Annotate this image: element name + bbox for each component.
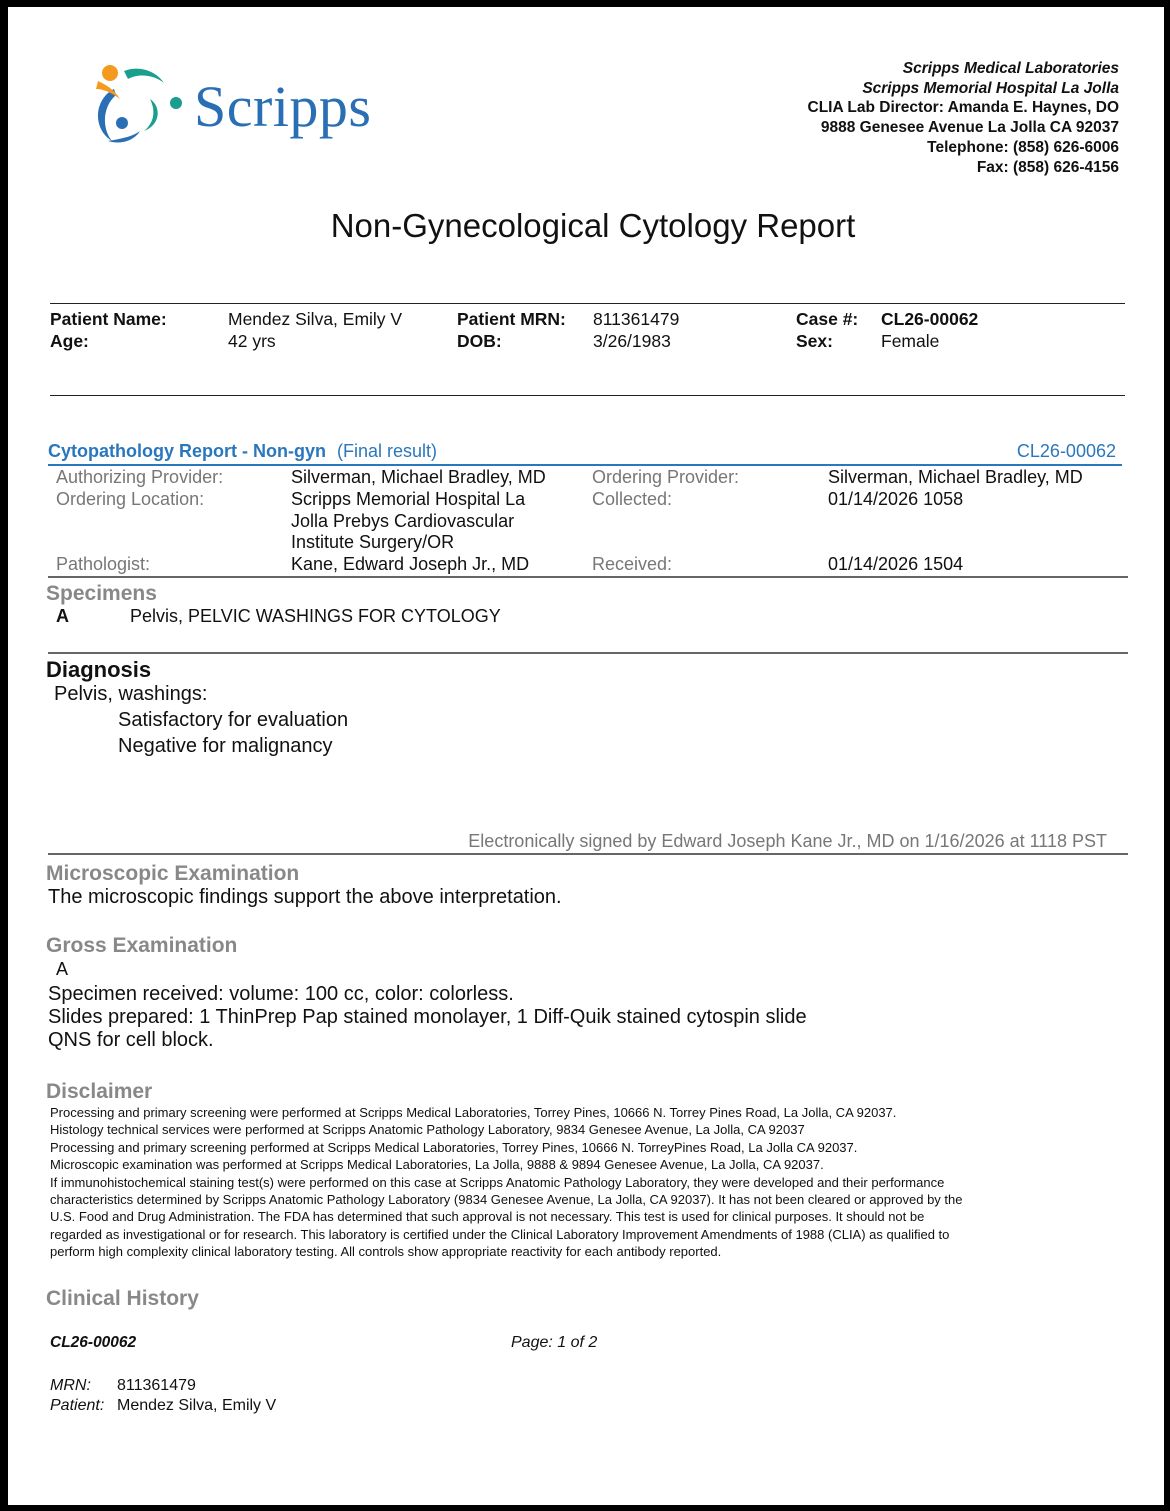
gross-specimen-letter: A: [56, 959, 69, 979]
authorizing-provider-value: Silverman, Michael Bradley, MD: [291, 467, 546, 487]
hospital-name: Scripps Memorial Hospital La Jolla: [862, 79, 1119, 97]
footer-mrn: [50, 1377, 91, 1395]
gross-heading: Gross Examination: [46, 934, 238, 957]
received-value: 01/14/2026 1504: [828, 554, 964, 574]
clinical-history-heading: Clinical History: [46, 1287, 199, 1310]
disclaimer-heading: Disclaimer: [46, 1080, 153, 1103]
report-status: (Final result): [337, 441, 438, 461]
sex-value: Female: [881, 331, 940, 351]
collected-label: Collected:: [592, 489, 673, 509]
microscopic-heading: Microscopic Examination: [46, 862, 300, 885]
received-label: Received:: [592, 554, 673, 574]
footer-patient-label: Patient:: [50, 1397, 105, 1414]
patient-name-label: Patient Name:: [50, 309, 167, 329]
report-type: Cytopathology Report - Non-gyn: [48, 441, 326, 461]
sex-label: Sex:: [796, 331, 833, 351]
scripps-logo-icon: [84, 59, 184, 154]
report-title: Non-Gynecological Cytology Report: [330, 207, 856, 244]
report-case-id: CL26-00062: [1016, 441, 1116, 461]
footer-page-number: Page: 1 of 2: [511, 1334, 598, 1351]
diagnosis-line: Negative for malignancy: [118, 735, 333, 757]
lab-director: CLIA Lab Director: Amanda E. Haynes, DO: [807, 99, 1119, 117]
lab-street-address: 9888 Genesee Avenue La Jolla CA 92037: [820, 119, 1119, 137]
pathologist-value: Kane, Edward Joseph Jr., MD: [291, 554, 530, 574]
footer-mrn-value: 811361479: [117, 1377, 196, 1394]
divider: [50, 395, 1125, 396]
divider: [48, 853, 1128, 855]
divider: [50, 303, 1125, 304]
ordering-location-value: Scripps Memorial Hospital La Jolla Prebys Cardiovascular Institute Surgery/OR: [291, 489, 526, 553]
ordering-location-label: Ordering Location:: [56, 489, 205, 509]
collected-value: 01/14/2026 1058: [828, 489, 964, 509]
specimen-letter: A: [56, 606, 69, 626]
footer-mrn-label: MRN:: [50, 1377, 91, 1394]
case-number-value: CL26-00062: [881, 309, 979, 329]
patient-name-value: Mendez Silva, Emily V: [228, 309, 403, 329]
specimen-description: Pelvis, PELVIC WASHINGS FOR CYTOLOGY: [130, 606, 501, 626]
gross-line: Slides prepared: 1 ThinPrep Pap stained monolayer, 1 Diff-Quik stained cytospin slide: [48, 1006, 807, 1028]
footer-patient-value: Mendez Silva, Emily V: [117, 1397, 277, 1414]
footer-patient: [50, 1397, 104, 1415]
dob-value: 3/26/1983: [593, 331, 671, 351]
pathologist-label: Pathologist:: [56, 554, 151, 574]
lab-name: Scripps Medical Laboratories: [902, 60, 1119, 77]
divider: [48, 576, 1128, 578]
blue-divider: [48, 464, 1122, 466]
diagnosis-heading: Diagnosis: [46, 657, 152, 682]
ordering-provider-label: Ordering Provider:: [592, 467, 740, 487]
diagnosis-site: Pelvis, washings:: [54, 683, 208, 705]
patient-mrn-value: 811361479: [593, 309, 680, 329]
specimens-heading: Specimens: [46, 582, 157, 605]
dob-label: DOB:: [457, 331, 502, 351]
authorizing-provider-label: Authorizing Provider:: [56, 467, 224, 487]
microscopic-text: The microscopic findings support the above interpretation.: [48, 886, 562, 908]
disclaimer-text: Processing and primary screening were performed at Scripps Medical Laboratories, Torrey Pines, 10666 N. Torrey Pines Road, La Jolla, CA 92037. Histology technical services were performed at Scripps Anatomic Pathology Laboratory, 9834 Genesee Avenue, La Jolla, CA 92037 Processing and primary screening performed at Scripps Medical Laboratories, Torrey Pines, 10666 N. TorreyPines Road, La Jolla CA 92037. Microscopic examination was performed at Scripps Medical Laboratories, La Jolla, 9888 & 9894 Genesee Avenue, La Jolla, CA 92037. If immunohistochemical staining test(s) were performed on this case at Scripps Anatomic Pathology Laboratory, they were developed and their performance characteristics determined by Scripps Anatomic Pathology Laboratory (9834 Genesee Avenue, La Jolla, CA 92037). It has not been cleared or approved by the U.S. Food and Drug Administration. The FDA has determined that such approval is not necessary. This test is used for clinical purposes. It should not be regarded as investigational or for research. This laboratory is certified under the Clinical Laboratory Improvement Amendments of 1988 (CLIA) as qualified to perform high complexity clinical laboratory testing. All controls show appropriate reactivity for each antibody reported.: [50, 1105, 963, 1260]
lab-fax: Fax: (858) 626-4156: [976, 158, 1119, 176]
gross-line: QNS for cell block.: [48, 1029, 214, 1051]
lab-telephone: Telephone: (858) 626-6006: [927, 138, 1119, 156]
report-page: [8, 7, 1164, 1505]
ordering-provider-value: Silverman, Michael Bradley, MD: [828, 467, 1083, 487]
divider: [48, 652, 1128, 654]
age-label: Age:: [50, 331, 89, 351]
lab-address-block: [808, 59, 1120, 177]
case-number-label: Case #:: [796, 309, 859, 329]
gross-line: Specimen received: volume: 100 cc, color: colorless.: [48, 983, 514, 1005]
age-value: 42 yrs: [228, 331, 276, 351]
patient-mrn-label: Patient MRN:: [457, 309, 566, 329]
report-heading: [48, 441, 437, 462]
footer-case-id: CL26-00062: [50, 1334, 137, 1351]
diagnosis-line: Satisfactory for evaluation: [118, 709, 349, 731]
electronic-signature: Electronically signed by Edward Joseph Kane Jr., MD on 1/16/2026 at 1118 PST: [468, 831, 1107, 851]
scripps-wordmark: Scripps: [194, 74, 372, 139]
